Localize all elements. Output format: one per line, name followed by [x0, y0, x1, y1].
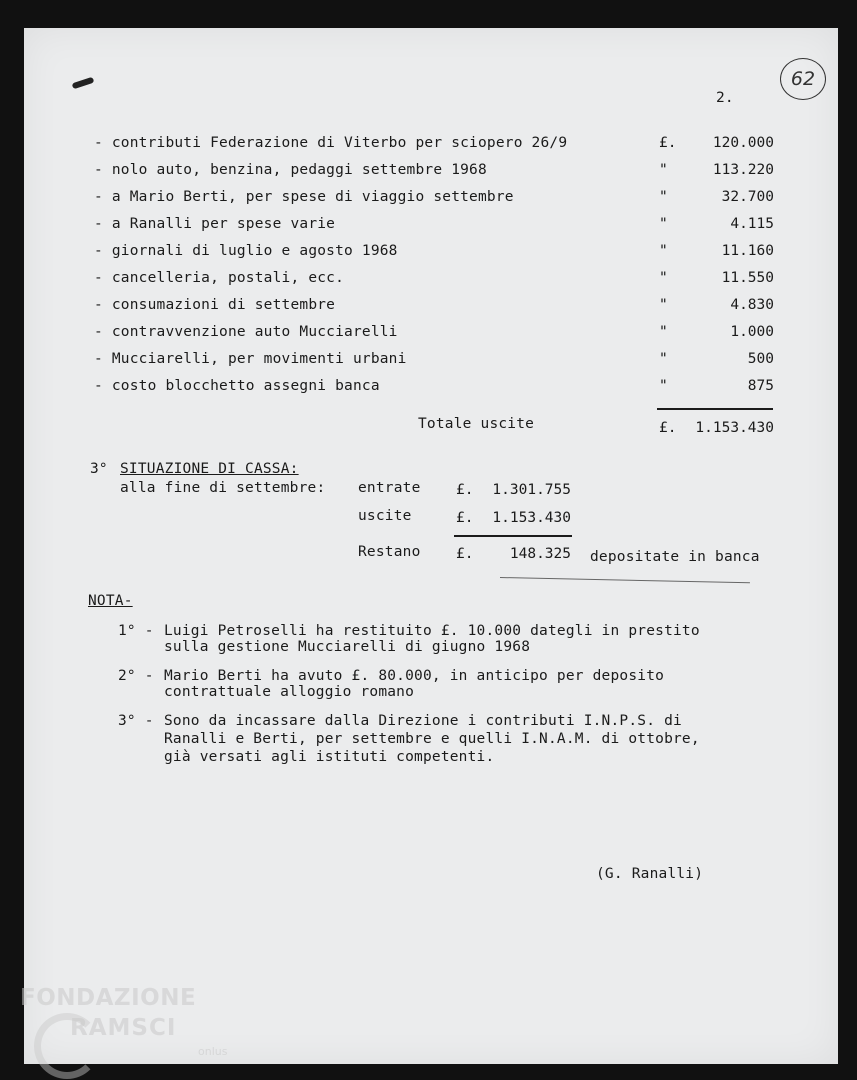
cassa-rule — [454, 535, 572, 537]
signature: (G. Ranalli) — [596, 866, 704, 882]
cassa-subheading: alla fine di settembre: — [120, 480, 326, 496]
restano-label: Restano — [358, 544, 421, 560]
total-amount: 1.153.430 — [695, 420, 774, 436]
uscite-label: uscite — [358, 508, 412, 524]
nota-item-line: Luigi Petroselli ha restituito £. 10.000 dategli in prestito — [164, 623, 700, 639]
page-number: 2. — [716, 90, 734, 106]
expense-label: - a Mario Berti, per spese di viaggio settembre — [94, 189, 514, 205]
total-label: Totale uscite — [418, 416, 535, 432]
expense-amount: 11.550 — [721, 270, 774, 286]
watermark-line2: RAMSCI — [70, 1015, 177, 1041]
expense-amount: 113.220 — [712, 162, 774, 178]
expense-amount: 4.115 — [730, 216, 774, 232]
expense-label: - cancelleria, postali, ecc. — [94, 270, 345, 286]
nota-item-number: 2° - — [118, 668, 154, 684]
expense-label: - nolo auto, benzina, pedaggi settembre 1968 — [94, 162, 487, 178]
expense-amount: 4.830 — [730, 297, 774, 313]
uscite-currency: £. — [456, 510, 474, 526]
nota-item-number: 1° - — [118, 623, 154, 639]
expense-label: - Mucciarelli, per movimenti urbani — [94, 351, 407, 367]
folio-number: 62 — [780, 58, 826, 100]
expense-currency: " — [659, 270, 668, 286]
nota-item-line: Mario Berti ha avuto £. 80.000, in anticipo per deposito — [164, 668, 665, 684]
watermark-line3: onlus — [198, 1045, 228, 1058]
cassa-heading: SITUAZIONE DI CASSA: — [120, 461, 299, 477]
pen-mark — [72, 77, 95, 90]
nota-item-line: sulla gestione Mucciarelli di giugno 1968 — [164, 639, 531, 655]
expense-currency: " — [659, 351, 668, 367]
expense-amount: 11.160 — [721, 243, 774, 259]
restano-note: depositate in banca — [590, 549, 760, 565]
expense-currency: £. — [659, 135, 677, 151]
expense-amount: 500 — [747, 351, 774, 367]
document-page — [24, 28, 838, 1064]
expense-amount: 32.700 — [721, 189, 774, 205]
expense-currency: " — [659, 297, 668, 313]
entrate-label: entrate — [358, 480, 421, 496]
expense-amount: 120.000 — [712, 135, 774, 151]
entrate-amount: 1.301.755 — [492, 482, 571, 498]
entrate-currency: £. — [456, 482, 474, 498]
expense-currency: " — [659, 324, 668, 340]
expense-currency: " — [659, 162, 668, 178]
expense-label: - contributi Federazione di Viterbo per sciopero 26/9 — [94, 135, 568, 151]
uscite-amount: 1.153.430 — [492, 510, 571, 526]
expense-currency: " — [659, 189, 668, 205]
restano-amount: 148.325 — [509, 546, 571, 562]
expense-label: - contravvenzione auto Mucciarelli — [94, 324, 398, 340]
total-rule — [657, 408, 773, 410]
expense-label: - giornali di luglio e agosto 1968 — [94, 243, 398, 259]
pencil-underline — [500, 577, 750, 583]
expense-amount: 1.000 — [730, 324, 774, 340]
watermark-line1: FONDAZIONE — [20, 985, 197, 1011]
nota-item-line: contrattuale alloggio romano — [164, 684, 415, 700]
expense-amount: 875 — [747, 378, 774, 394]
nota-item-line: Sono da incassare dalla Direzione i contributi I.N.P.S. di — [164, 713, 682, 729]
nota-item-number: 3° - — [118, 713, 154, 729]
expense-currency: " — [659, 216, 668, 232]
watermark-logo — [20, 985, 240, 1080]
nota-item-line: Ranalli e Berti, per settembre e quelli I.N.A.M. di ottobre, — [164, 731, 700, 747]
nota-item-line: già versati agli istituti competenti. — [164, 749, 495, 765]
expense-label: - costo blocchetto assegni banca — [94, 378, 380, 394]
expense-label: - consumazioni di settembre — [94, 297, 336, 313]
nota-heading: NOTA- — [88, 593, 133, 609]
restano-currency: £. — [456, 546, 474, 562]
expense-currency: " — [659, 243, 668, 259]
cassa-heading-number: 3° — [90, 461, 108, 477]
expense-label: - a Ranalli per spese varie — [94, 216, 336, 232]
total-currency: £. — [659, 420, 677, 436]
expense-currency: " — [659, 378, 668, 394]
